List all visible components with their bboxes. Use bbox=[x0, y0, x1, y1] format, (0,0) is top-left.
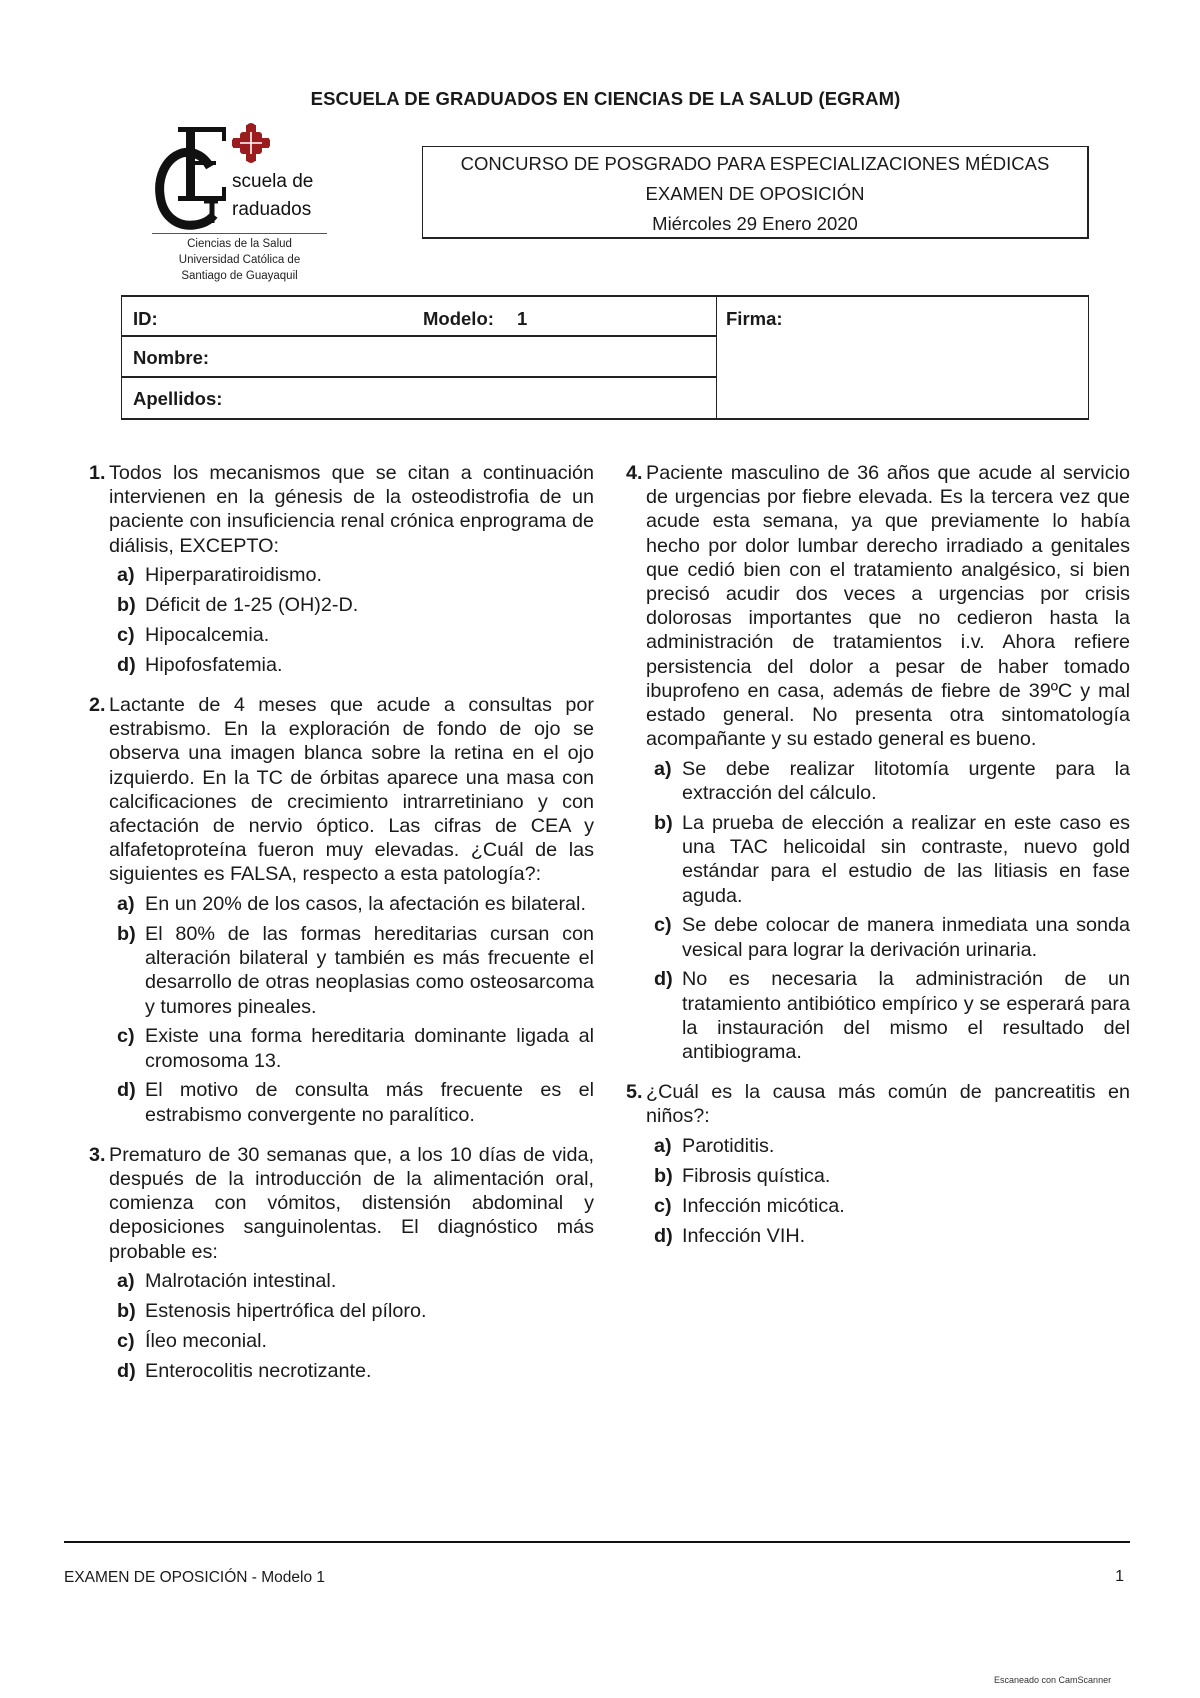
table-divider bbox=[122, 376, 716, 378]
modelo-label: Modelo: bbox=[423, 308, 494, 329]
option-letter: b) bbox=[117, 594, 136, 617]
exam-date: Miércoles 29 Enero 2020 bbox=[652, 213, 858, 234]
logo-line-2: raduados bbox=[232, 199, 312, 220]
questions-column-right bbox=[626, 461, 1130, 1264]
logo-subtitle-1: Ciencias de la Salud bbox=[187, 238, 292, 250]
logo-divider bbox=[152, 233, 327, 234]
answer-option bbox=[109, 892, 594, 916]
question-stem: ¿Cuál es la causa más común de pancreatitis en niños?: bbox=[646, 1081, 1130, 1128]
question-number: 3. bbox=[89, 1143, 106, 1166]
option-text: Enterocolitis necrotizante. bbox=[145, 1359, 372, 1382]
option-text: Hipocalcemia. bbox=[145, 624, 270, 646]
logo-eg-monogram bbox=[152, 123, 232, 231]
question-stem: Prematuro de 30 semanas que, a los 10 días de vida, después de la introducción de la alimentación oral, comienza con vómitos, distensión abdominal y deposiciones sanguinolentas. El diagnóstico más probable es: bbox=[109, 1143, 594, 1263]
answer-option bbox=[646, 1134, 1130, 1158]
option-text: Estenosis hipertrófica del píloro. bbox=[145, 1300, 427, 1323]
option-text: El motivo de consulta más frecuente es el estrabismo convergente no paralítico. bbox=[145, 1079, 594, 1126]
question-stem: Paciente masculino de 36 años que acude al servicio de urgencias por fiebre elevada. Es la tercera vez que acude esta semana, ya que previamente lo había hecho por dolor lumbar derecho irradiado a genitales que cedió bien con el tratamiento analgésico, si bien precisó acudir dos veces a urgencias por crisis dolorosas importantes que no cedieron hasta la administración de tratamientos i.v. Ahora refiere persistencia del dolor a pesar de haber tomado ibuprofeno en casa, además de fiebre de 39ºC y mal estado general. No presenta otra sintomatología acompañante y su estado general es bueno. bbox=[646, 462, 1130, 751]
option-letter: b) bbox=[654, 1165, 673, 1188]
exam-info-box bbox=[422, 146, 1089, 239]
option-text: Íleo meconial. bbox=[145, 1330, 268, 1353]
question-item bbox=[89, 693, 594, 1127]
option-text: Fibrosis quística. bbox=[682, 1165, 831, 1188]
option-letter: d) bbox=[654, 968, 673, 991]
answer-option bbox=[109, 1078, 594, 1126]
question-number: 1. bbox=[89, 462, 106, 484]
option-letter: a) bbox=[654, 758, 672, 781]
answer-option bbox=[109, 1269, 594, 1293]
question-number: 5. bbox=[626, 1081, 643, 1104]
footer-exam-label: EXAMEN DE OPOSICIÓN - Modelo 1 bbox=[64, 1569, 325, 1586]
answer-option bbox=[109, 1329, 594, 1353]
question-number: 4. bbox=[626, 462, 643, 484]
option-text: Infección VIH. bbox=[682, 1224, 806, 1247]
option-text: Se debe realizar litotomía urgente para la extracción del cálculo. bbox=[682, 758, 1130, 805]
exam-title: EXAMEN DE OPOSICIÓN bbox=[645, 183, 865, 204]
option-letter: a) bbox=[117, 893, 135, 916]
option-letter: b) bbox=[117, 1300, 136, 1323]
question-item bbox=[626, 461, 1130, 1064]
question-item bbox=[626, 1080, 1130, 1248]
answer-option bbox=[109, 1359, 594, 1383]
answer-option bbox=[109, 563, 594, 587]
answer-option bbox=[109, 653, 594, 677]
option-text: Hiperparatiroidismo. bbox=[145, 564, 322, 587]
question-stem: Lactante de 4 meses que acude a consultas por estrabismo. En la exploración de fondo de ojo se observa una imagen blanca sobre la retina en el ojo izquierdo. En la TC de órbitas aparece una masa con calcificaciones de crecimiento intrarretiniano y con afectación de nervio óptico. Las cifras de CEA y alfafetoproteína fueron muy elevadas. ¿Cuál de las siguientes es FALSA, respecto a esta patología?: bbox=[109, 694, 594, 886]
logo-subtitle-2: Universidad Católica de bbox=[178, 254, 301, 266]
logo-subtitle-3: Santiago de Guayaquil bbox=[181, 270, 298, 282]
logo-line-1: scuela de bbox=[232, 171, 314, 192]
answer-option bbox=[646, 1194, 1130, 1218]
option-text: En un 20% de los casos, la afectación es bilateral. bbox=[145, 893, 586, 916]
option-letter: b) bbox=[117, 923, 136, 946]
option-letter: c) bbox=[654, 914, 672, 937]
question-item bbox=[89, 1143, 594, 1383]
table-divider bbox=[716, 297, 717, 418]
school-logo bbox=[152, 123, 327, 283]
answer-option bbox=[646, 757, 1130, 805]
answer-option bbox=[646, 1164, 1130, 1188]
option-letter: b) bbox=[654, 812, 673, 835]
answer-option bbox=[109, 593, 594, 617]
question-item bbox=[89, 461, 594, 677]
option-letter: d) bbox=[117, 1079, 136, 1102]
option-letter: a) bbox=[654, 1135, 672, 1158]
option-letter: c) bbox=[117, 624, 135, 646]
contest-title: CONCURSO DE POSGRADO PARA ESPECIALIZACIONES MÉDICAS bbox=[460, 153, 1050, 174]
answer-option bbox=[109, 1024, 594, 1072]
option-text: La prueba de elección a realizar en este caso es una TAC helicoidal sin contraste, nuevo gold estándar para el estudio de las litiasis en fase aguda. bbox=[682, 812, 1130, 907]
option-text: Hipofosfatemia. bbox=[145, 653, 283, 676]
option-text: Malrotación intestinal. bbox=[145, 1270, 337, 1293]
answer-option bbox=[646, 913, 1130, 961]
option-text: Déficit de 1-25 (OH)2-D. bbox=[145, 594, 359, 617]
option-text: Existe una forma hereditaria dominante ligada al cromosoma 13. bbox=[145, 1025, 594, 1072]
document-title: ESCUELA DE GRADUADOS EN CIENCIAS DE LA SALUD (EGRAM) bbox=[310, 88, 901, 109]
option-letter: a) bbox=[117, 1270, 135, 1293]
question-stem: Todos los mecanismos que se citan a continuación intervienen en la génesis de la osteodistrofia de un paciente con insuficiencia renal crónica enprograma de diálisis, EXCEPTO: bbox=[109, 462, 594, 557]
question-number: 2. bbox=[89, 694, 106, 716]
firma-label: Firma: bbox=[726, 308, 783, 329]
answer-option bbox=[646, 1224, 1130, 1248]
option-letter: d) bbox=[654, 1224, 673, 1247]
option-text: Parotiditis. bbox=[682, 1135, 775, 1158]
answer-option bbox=[109, 922, 594, 1019]
option-letter: a) bbox=[117, 564, 135, 587]
modelo-value: 1 bbox=[517, 308, 528, 329]
option-letter: d) bbox=[117, 1359, 136, 1382]
option-text: Infección micótica. bbox=[682, 1194, 845, 1217]
answer-option bbox=[646, 967, 1130, 1064]
option-text: El 80% de las formas hereditarias cursan con alteración bilateral y también es más frecuente el desarrollo de otras neoplasias como osteosarcoma y tumores pineales. bbox=[145, 923, 594, 1018]
option-letter: c) bbox=[117, 1330, 135, 1353]
page-number: 1 bbox=[1115, 1568, 1124, 1585]
answer-option bbox=[646, 811, 1130, 908]
option-text: No es necesaria la administración de un tratamiento antibiótico empírico y se esperará para la instauración del mismo el resultado del antibiograma. bbox=[682, 968, 1130, 1064]
nombre-label: Nombre: bbox=[133, 347, 210, 368]
table-divider bbox=[122, 335, 716, 337]
option-letter: d) bbox=[117, 653, 136, 676]
option-letter: c) bbox=[654, 1194, 672, 1217]
apellidos-label: Apellidos: bbox=[133, 388, 223, 409]
answer-option bbox=[109, 1299, 594, 1323]
cross-icon bbox=[232, 123, 270, 163]
questions-column-left bbox=[89, 461, 594, 1399]
scanner-watermark: Escaneado con CamScanner bbox=[994, 1675, 1112, 1685]
option-text: Se debe colocar de manera inmediata una sonda vesical para lograr la derivación urinaria. bbox=[682, 914, 1130, 961]
footer-divider bbox=[64, 1541, 1130, 1543]
option-letter: c) bbox=[117, 1025, 135, 1048]
id-label: ID: bbox=[133, 308, 158, 329]
student-id-table bbox=[121, 295, 1089, 420]
answer-option bbox=[109, 623, 594, 647]
